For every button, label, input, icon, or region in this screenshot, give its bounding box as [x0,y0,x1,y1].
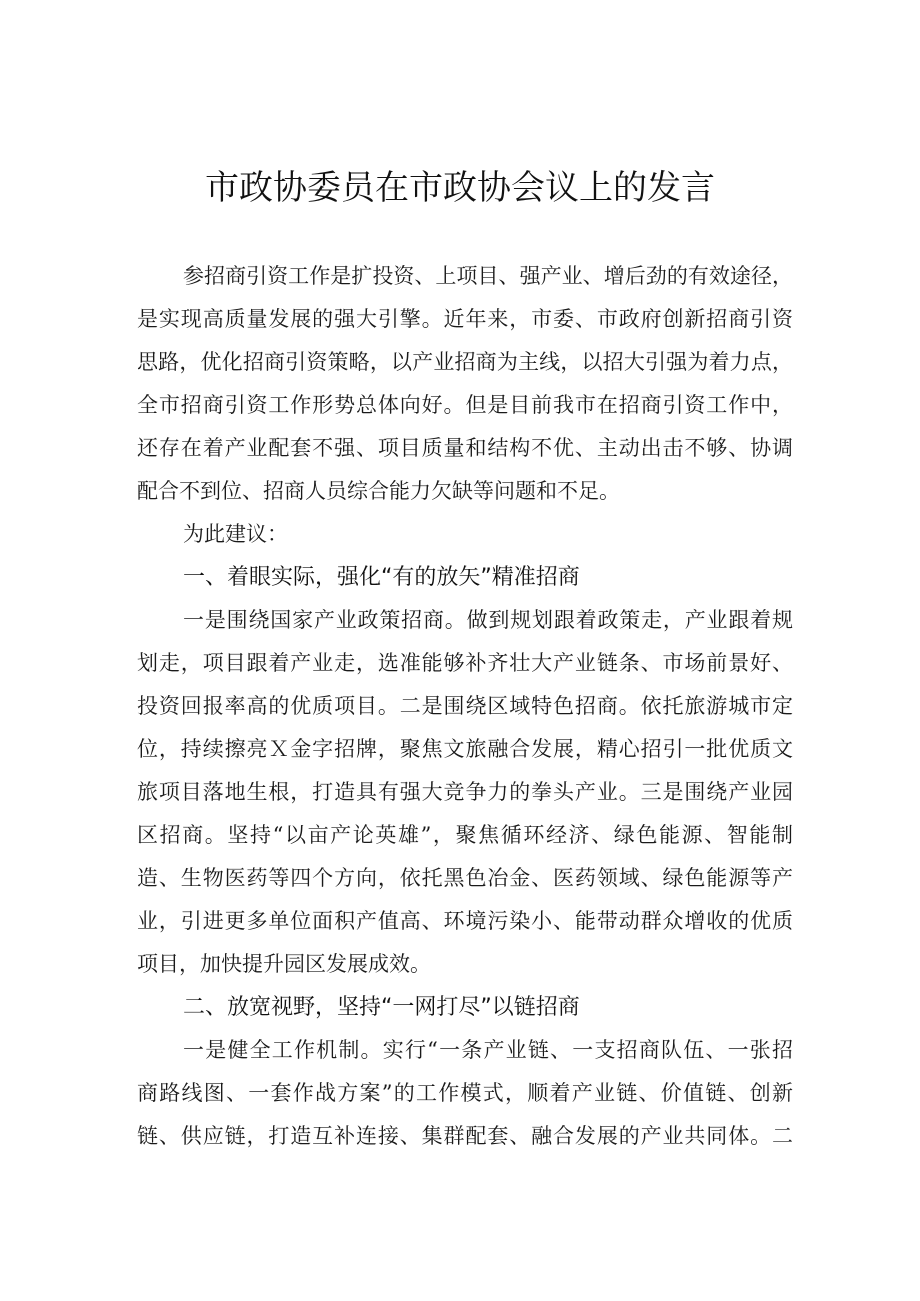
intro-line: 是实现高质量发展的强大引擎。近年来，市委、市政府创新招商引资 [137,307,793,331]
section-1-line: 业，引进更多单位面积产值高、环境污染小、能带动群众增收的优质 [137,909,793,933]
intro-line: 还存在着产业配套不强、项目质量和结构不优、主动出击不够、协调 [137,436,793,460]
section-1-line: 位，持续擦亮Ｘ金字招牌，聚焦文旅融合发展，精心招引一批优质文 [137,737,793,761]
section-1-line: 项目，加快提升园区发展成效。 [137,952,431,976]
section-1-line: 划走，项目跟着产业走，选准能够补齐壮大产业链条、市场前景好、 [137,651,793,675]
section-2-line: 一是健全工作机制。实行“一条产业链、一支招商队伍、一张招 [183,1038,793,1062]
section-2-heading: 二、放宽视野，坚持“一网打尽”以链招商 [183,995,580,1020]
section-1-line: 投资回报率高的优质项目。二是围绕区域特色招商。依托旅游城市定 [137,694,793,718]
document-title: 市政协委员在市政协会议上的发言 [205,168,715,208]
section-1-line: 旅项目落地生根，打造具有强大竞争力的拳头产业。三是围绕产业园 [137,780,793,804]
document-body [137,255,793,1158]
proposal-intro: 为此建议： [183,522,288,546]
intro-line: 配合不到位、招商人员综合能力欠缺等问题和不足。 [137,479,620,503]
section-1-heading: 一、着眼实际，强化“有的放矢”精准招商 [183,565,580,590]
section-1-line: 一是围绕国家产业政策招商。做到规划跟着政策走，产业跟着规 [183,608,793,632]
intro-line: 参招商引资工作是扩投资、上项目、强产业、增后劲的有效途径， [183,264,793,288]
section-1-line: 区招商。坚持“以亩产论英雄”，聚焦循环经济、绿色能源、智能制 [137,823,793,847]
intro-line: 思路，优化招商引资策略，以产业招商为主线，以招大引强为着力点， [137,350,793,374]
section-2-line: 链、供应链，打造互补连接、集群配套、融合发展的产业共同体。二 [137,1124,793,1148]
section-1-line: 造、生物医药等四个方向，依托黑色冶金、医药领域、绿色能源等产 [137,866,793,890]
intro-line: 全市招商引资工作形势总体向好。但是目前我市在招商引资工作中， [137,393,793,417]
section-2-line: 商路线图、一套作战方案”的工作模式，顺着产业链、价值链、创新 [137,1081,793,1105]
